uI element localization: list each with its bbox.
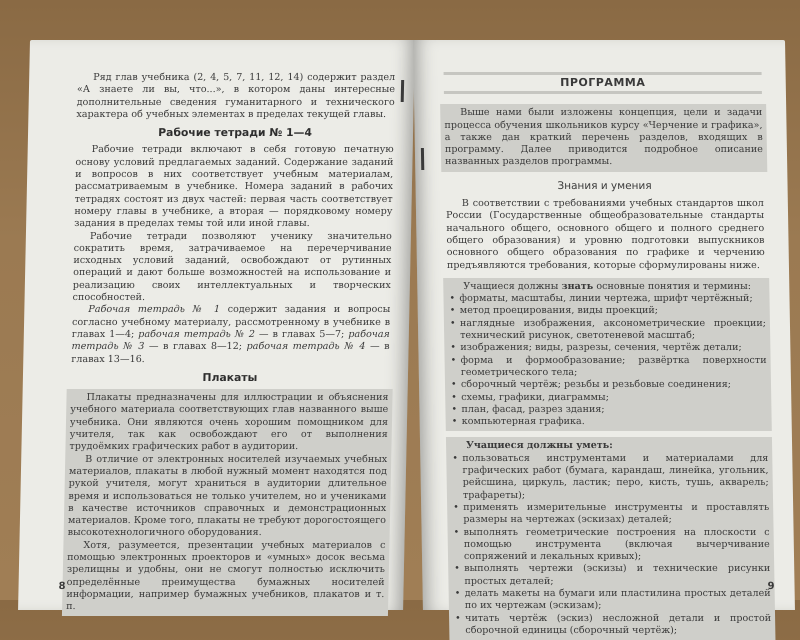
workbook-3-title: рабочая тетрадь № 3 [71, 328, 390, 353]
right-page [413, 40, 795, 636]
list-item: • применять измерительные инструменты и проставлять размеры на чертежах (эскизах) деталей; [451, 502, 769, 527]
workbook-2-title: рабочая тетрадь № 2 [138, 328, 256, 340]
list-item: • изображения; виды, разрезы, сечения, чертёж детали; [448, 342, 766, 354]
list-item: • план, фасад, разрез здания; [449, 404, 767, 416]
posters-paragraph-2: В отличие от электронных носителей изучаемых учебных материалов, плакаты в любой нужный момент находятся под рукой учителя, могут храниться в аудитории длительное время и использоваться не только учителем, но и учениками в качестве источников справочных и демонстрационных материалов. Кроме того, плакаты не требуют дорогостоящего высокотехнологичного оборудования. [67, 453, 388, 539]
list-item: • компьютерная графика. [450, 416, 768, 428]
workbook-1-title: Рабочая тетрадь № 1 [88, 304, 221, 316]
workbook-2-desc: — в главах 5—7; [254, 328, 349, 340]
margin-marker [421, 148, 424, 170]
list-item: • выполнять геометрические построения на плоскости с помощью инструмента (включая вычерчивание сопряжений и лекальных кривых); [451, 527, 770, 564]
list-item: • наглядные изображения, аксонометрические проекции; технический рисунок, светотеневой масштаб; [448, 318, 766, 343]
list-item: • пользоваться инструментами и материалами для графических работ (бумага, карандаш, линейка, угольник, рейсшина, циркуль, ластик; перо, кисть, тушь, акварель; трафареты); [450, 453, 769, 502]
workbook-4-desc: — в главах 13—16. [71, 341, 390, 365]
knowledge-intro: В соответствии с требованиями учебных стандартов школ России (Государственные общеобразовательные стандарты начального общего, основного общего и полного среднего общего образования) и уровню подготовки выпускников основного общего образования по графике и черчению предъявляются требования, которые сформулированы ниже. [445, 198, 765, 271]
know-list [447, 293, 767, 428]
workbooks-paragraph-2: Рабочие тетради позволяют ученику значительно сократить время, затрачиваемое на перечерчивание исходных условий заданий, освобождают от рутинных операций и дают больше возможностей на использование и реализацию своих интеллектуальных и творческих способностей. [72, 230, 393, 304]
know-lead-pre: Учащиеся должны [463, 280, 562, 292]
knowledge-heading: Знания и умения [557, 179, 652, 192]
posters-paragraph-1: Плакаты предназначены для иллюстрации и объяснения учебного материала соответствующих глав названного выше учебника. Они являются очень хорошим помощником для учителя, так как освобождают его от выполнения трудоёмких графических работ в аудитории. [69, 392, 389, 453]
skill-block [446, 437, 776, 640]
posters-heading: Плакаты [202, 370, 258, 384]
list-item: • делать макеты на бумаги или пластилина простых деталей по их чертежам (эскизам); [453, 588, 771, 613]
workbooks-heading: Рабочие тетради № 1—4 [158, 126, 313, 140]
program-intro-block [440, 104, 767, 171]
workbook-4-title: рабочая тетрадь № 4 [246, 341, 366, 353]
skill-list [450, 453, 771, 637]
intro-paragraph: Ряд глав учебника (2, 4, 5, 7, 11, 12, 14) содержит раздел «А знаете ли вы, что...», в котором даны интересные дополнительные сведения гуманитарного и технического характера об учебных элементах в пределах текущей главы. [76, 72, 396, 120]
left-page [18, 40, 415, 613]
workbooks-paragraph-3 [71, 304, 390, 365]
page-number-left: 8 [58, 581, 66, 592]
list-item: • форма и формообразование; развёртка поверхности геометрического тела; [448, 355, 766, 380]
list-item: • форматы, масштабы, линии чертежа, шрифт чертёжный; [447, 293, 765, 305]
workbook-3-desc: — в главах 8—12; [144, 341, 247, 353]
posters-paragraph-3: Хотя, разумеется, презентации учебных материалов с помощью электронных проекторов и «умных» досок весьма зрелищны и удобны, они не смогут полностью исключить определённые преимущества бумажных носителей информации, например бумажных учебников, плакатов и т. п. [66, 539, 386, 613]
skill-lead: Учащиеся должны уметь: [465, 440, 613, 452]
program-heading: ПРОГРАММА [444, 72, 762, 94]
workbooks-paragraph-1: Рабочие тетради включают в себя готовую печатную основу условий предлагаемых заданий. Содержание заданий и вопросов в них соответствует учебным материалам, рассматриваемым в учебнике. Номера заданий в рабочих тетрадях состоят из двух частей: первая часть соответствует номеру главы в учебнике, а вторая — порядковому номеру задания в пределах темы той или иной главы. [74, 144, 394, 230]
list-item: • читать чертёж (эскиз) несложной детали и простой сборочной единицы (сборочный чертёж); [453, 613, 771, 638]
know-block [443, 278, 772, 432]
page-number-right: 9 [767, 581, 775, 592]
program-intro: Выше нами были изложены концепция, цели и задачи процесса обучения школьников курсу «Черчение и графика», а также дан краткий перечень разделов, входящих в программу. Далее приводится подробное описание названных разделов программы. [444, 107, 764, 168]
margin-marker [401, 80, 404, 102]
list-item: • сборочный чертёж; резьбы и резьбовые соединения; [449, 379, 767, 391]
left-page-content [66, 72, 395, 616]
list-item: • схемы, графики, диаграммы; [449, 392, 767, 404]
workbook-1-desc: содержит задания и вопросы согласно учебному материалу, рассмотренному в учебнике в главах 1—4; [71, 304, 391, 340]
list-item: • метод проецирования, виды проекций; [448, 305, 766, 317]
right-page-content [444, 72, 775, 640]
know-lead [447, 281, 765, 293]
list-item: • выполнять чертежи (эскизы) и технические рисунки простых деталей; [452, 563, 770, 588]
know-lead-bold: знать [561, 280, 594, 292]
posters-shaded-block [62, 389, 393, 616]
know-lead-post: основные понятия и термины: [593, 280, 752, 292]
